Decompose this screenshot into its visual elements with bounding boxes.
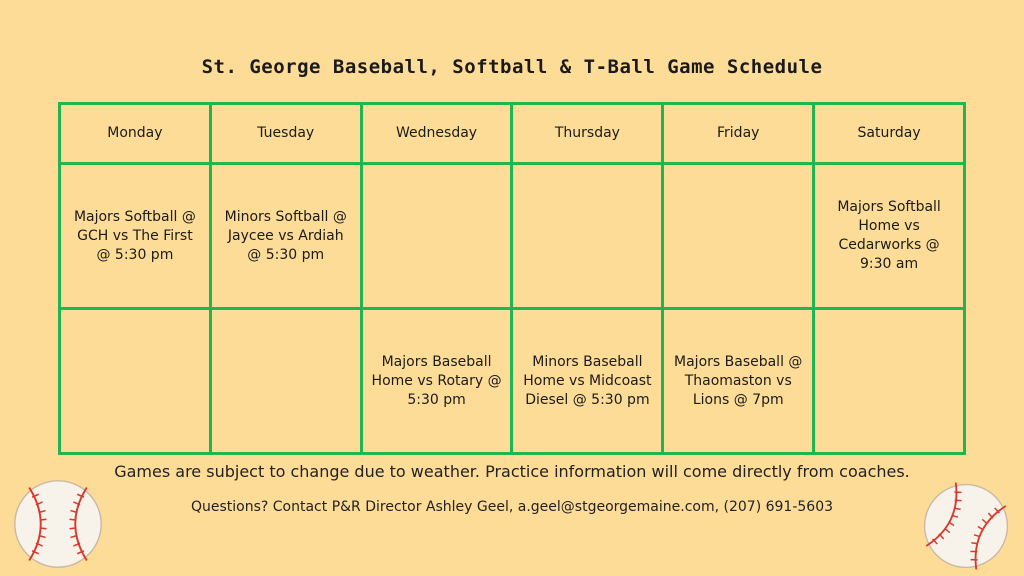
- header-row: [60, 104, 965, 164]
- game-cell: Majors Baseball Home vs Rotary @ 5:30 pm: [361, 309, 512, 454]
- game-cell: Minors Softball @ Jaycee vs Ardiah @ 5:30 pm: [210, 164, 361, 309]
- game-cell: Majors Softball @ GCH vs The First @ 5:30 pm: [60, 164, 211, 309]
- weather-note: Games are subject to change due to weather. Practice information will come directly from coaches.: [114, 462, 910, 481]
- day-header-saturday: Saturday: [814, 104, 965, 164]
- schedule-row: [60, 309, 965, 454]
- schedule-table: [58, 102, 966, 455]
- game-cell: [512, 164, 663, 309]
- baseball-icon: [10, 476, 106, 572]
- game-cell: [60, 309, 211, 454]
- day-header-wednesday: Wednesday: [361, 104, 512, 164]
- game-cell: Minors Baseball Home vs Midcoast Diesel @ 5:30 pm: [512, 309, 663, 454]
- day-header-thursday: Thursday: [512, 104, 663, 164]
- day-header-friday: Friday: [663, 104, 814, 164]
- schedule-row: [60, 164, 965, 309]
- contact-info: Questions? Contact P&R Director Ashley Geel, a.geel@stgeorgemaine.com, (207) 691-5603: [190, 499, 834, 515]
- game-cell: [361, 164, 512, 309]
- game-cell: Majors Baseball @ Thaomaston vs Lions @ 7pm: [663, 309, 814, 454]
- game-cell: [814, 309, 965, 454]
- day-header-tuesday: Tuesday: [210, 104, 361, 164]
- page-title: St. George Baseball, Softball & T-Ball Game Schedule: [201, 56, 823, 78]
- game-cell: Majors Softball Home vs Cedarworks @ 9:30 am: [814, 164, 965, 309]
- game-cell: [663, 164, 814, 309]
- game-cell: [210, 309, 361, 454]
- day-header-monday: Monday: [60, 104, 211, 164]
- baseball-icon: [920, 480, 1012, 572]
